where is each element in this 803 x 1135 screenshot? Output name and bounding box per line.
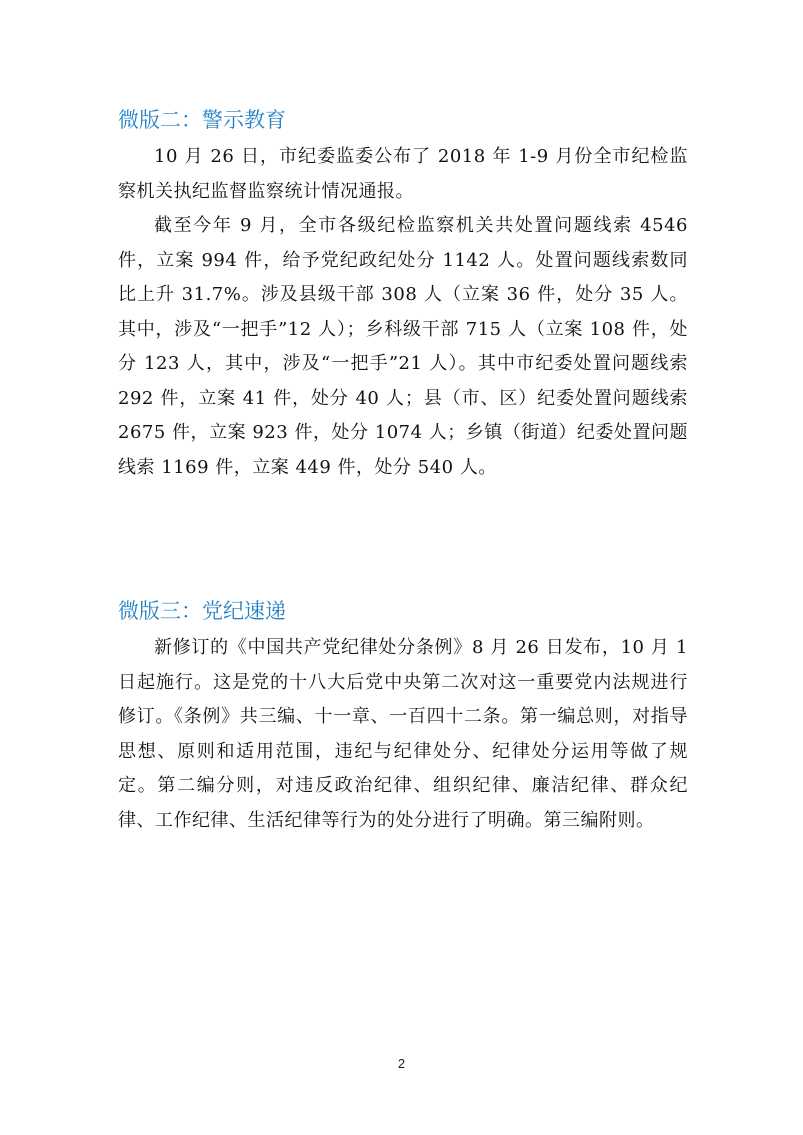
section-heading: 微版三：党纪速递 — [118, 599, 286, 623]
section-party-discipline-express — [118, 596, 688, 838]
page-number: 2 — [397, 1056, 406, 1071]
section-heading: 微版二：警示教育 — [118, 108, 286, 132]
paragraph: 截至今年 9 月，全市各级纪检监察机关共处置问题线索 4546 件，立案 994 件，给予党纪政纪处分 1142 人。处置问题线索数同比上升 31.7%。涉及县级干部 308 人（立案 36 件，处分 35 人。其中，涉及“一把手”12 人）；乡科级干部 715 人（立案 108 件，处分 123 人，其中，涉及“一把手”21 人）。其中市纪委处置问题线索 292 件，立案 41 件，处分 40 人；县（市、区）纪委处置问题线索 2675 件，立案 923 件，处分 1074 人；乡镇（街道）纪委处置问题线索 1169 件，立案 449 件，处分 540 人。 — [118, 215, 688, 478]
paragraph: 10 月 26 日，市纪委监委公布了 2018 年 1-9 月份全市纪检监察机关执纪监督监察统计情况通报。 — [118, 146, 688, 202]
paragraph: 新修订的《中国共产党纪律处分条例》8 月 26 日发布，10 月 1 日起施行。这是党的十八大后党中央第二次对这一重要党内法规进行修订。《条例》共三编、十一章、一百四十二条。第一编总则，对指导思想、原则和适用范围，违纪与纪律处分、纪律处分运用等做了规定。第二编分则，对违反政治纪律、组织纪律、廉洁纪律、群众纪律、工作纪律、生活纪律等行为的处分进行了明确。第三编附则。 — [118, 637, 688, 831]
section-warning-education — [118, 105, 688, 485]
